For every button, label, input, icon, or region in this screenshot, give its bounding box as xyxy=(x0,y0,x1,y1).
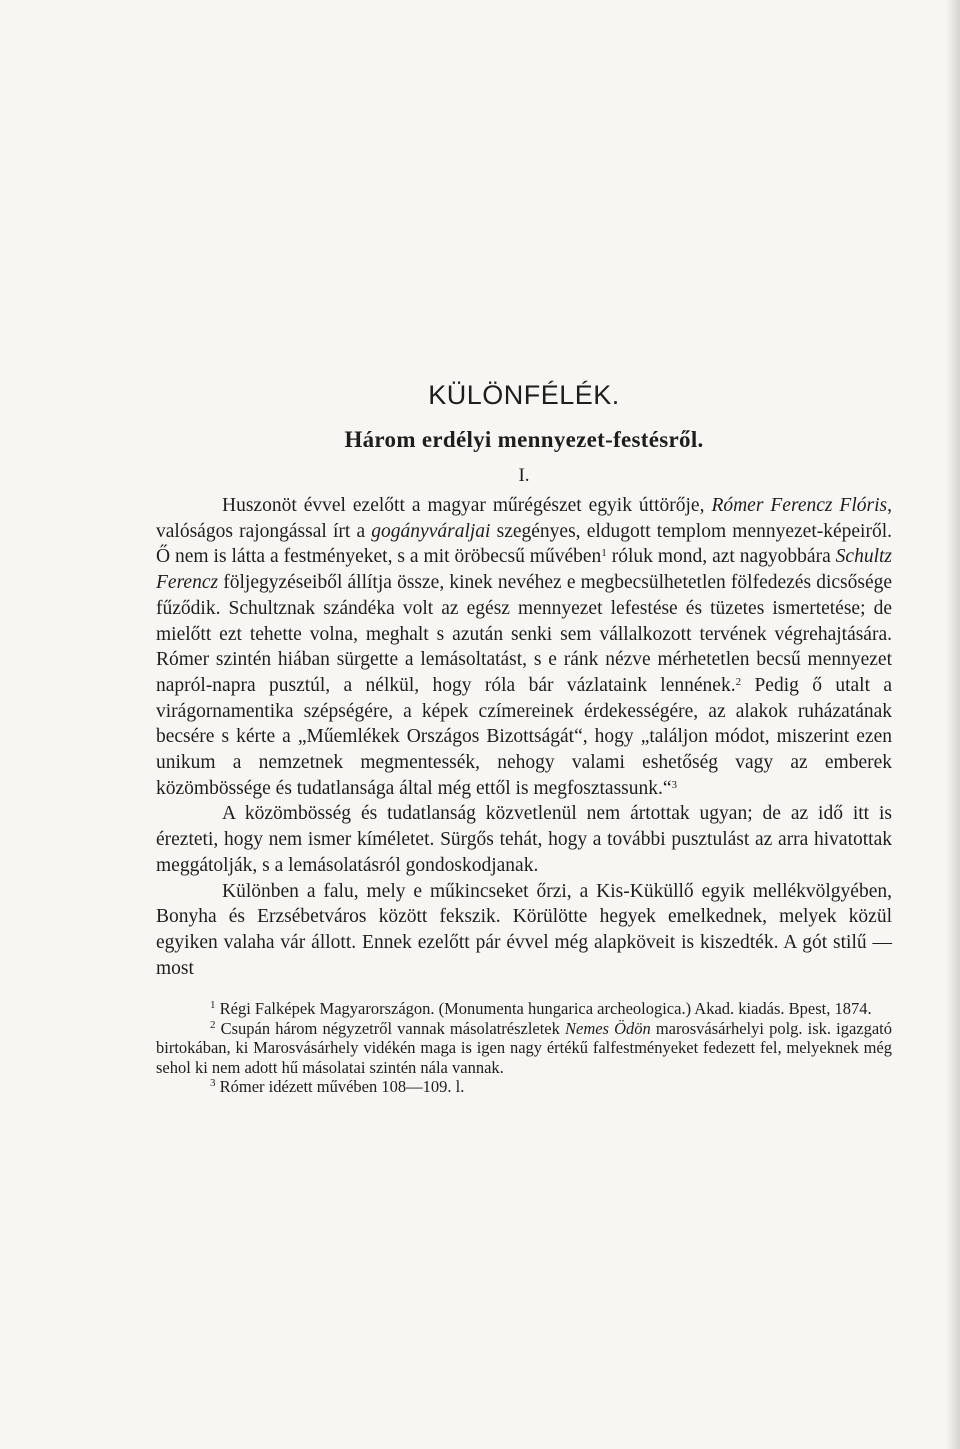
italic-text: Rómer Ferencz Flóris xyxy=(711,495,888,516)
footnote-marker: 1 xyxy=(210,999,216,1012)
footnote-marker: 3 xyxy=(671,778,678,791)
text-run: Rómer idézett művében 108—109. l. xyxy=(215,1077,465,1097)
text-run: Pedig ő utalt a virágornamentika szépségére, a képek czímereinek érdekességére, az alakok ruházatának becsére s kérte a „Műemlékek Országos Bizottságát“, hogy „találjon módot, miszerint ezen unikum a nemzetnek megmentessék, nehogy valami eshetőség vagy az emberek közömbössége és tudatlansága által még ettől is megfosztassunk.“ xyxy=(156,674,893,799)
section-heading: KÜLÖNFÉLÉK. xyxy=(428,380,620,410)
article-title: Három erdélyi mennyezet-festésről. xyxy=(344,427,704,452)
text-run: róluk mond, azt nagyobbára xyxy=(606,546,836,568)
text-run: marosvásárhelyi polg. isk. igazgató birtokában, ki Marosvásárhely vidékén maga is igen nagy értékű falfestményeket fedezett fel, melyeknek még sehol ki nem adott hű másolatai szintén nála vannak. xyxy=(156,1018,893,1077)
paragraph-2 xyxy=(156,801,892,878)
italic-text: Schultz Ferencz xyxy=(156,546,893,594)
footnotes xyxy=(156,999,892,1097)
text-run: Huszonöt évvel ezelőtt a magyar műrégészet egyik úttörője, xyxy=(222,495,712,516)
footnote-3 xyxy=(156,1077,892,1097)
footnote-2 xyxy=(156,1019,892,1078)
part-number: I. xyxy=(518,465,530,486)
footnote-marker: 2 xyxy=(210,1018,216,1031)
footnote-marker: 2 xyxy=(735,675,742,688)
text-run: , valóságos rajongással írt a xyxy=(156,495,892,542)
italic-text: Nemes Ödön xyxy=(564,1018,651,1038)
page-edge-shadow xyxy=(946,0,960,1449)
text-run: A közömbösség és tudatlanság közvetlenül nem ártottak ugyan; de az idő itt is érezteti, hogy nem ismer kíméletet. Sürgős tehát, hogy a további pusztulást az arra hivatottak meggátolják, s a lemásolatásról gondoskodjanak. xyxy=(156,803,892,876)
body-text xyxy=(156,493,892,981)
text-run: szegényes, eldugott templom mennyezet-képeiről. Ő nem is látta a festményeket, s a mit öröbecsű művében xyxy=(156,520,892,568)
paragraph-1 xyxy=(156,493,892,801)
text-run: Különben a falu, mely e műkincseket őrzi, a Kis-Küküllő egyik mellékvölgyében, Bonyha és Erzsébetváros között fekszik. Körülötte hegyek emelkednek, melyek közül egyiken valaha vár állott. Ennek ezelőtt pár évvel még alapköveit is kiszedték. A gót stilű — most xyxy=(156,880,892,979)
footnote-marker: 3 xyxy=(210,1077,216,1090)
footnote-1 xyxy=(156,999,892,1019)
text-run: Régi Falképek Magyarországon. (Monumenta hungarica archeologica.) Akad. kiadás. Bpest, 1874. xyxy=(215,999,872,1019)
text-run: Csupán három négyzetről vannak másolatrészletek xyxy=(215,1018,565,1038)
italic-text: gogányváraljai xyxy=(371,520,491,542)
page-content xyxy=(156,380,892,1097)
paragraph-3 xyxy=(156,879,892,982)
text-run: följegyzéseiből állítja össze, kinek nevéhez e megbecsülhetetlen fölfedezés dicsősége fűződik. Schultznak szándéka volt az egész mennyezet lefestése és tüzetes ismertetése; de mielőtt ezt tehette volna, meghalt s azután senki sem vállalkozott tervének végrehajtására. Rómer szintén hiában sürgette a lemásoltatást, s e ránk nézve mérhetetlen becsű mennyezet napról-napra pusztúl, a nélkül, hogy róla bár vázlataink lennének. xyxy=(156,572,892,696)
footnote-marker: 1 xyxy=(601,547,607,560)
